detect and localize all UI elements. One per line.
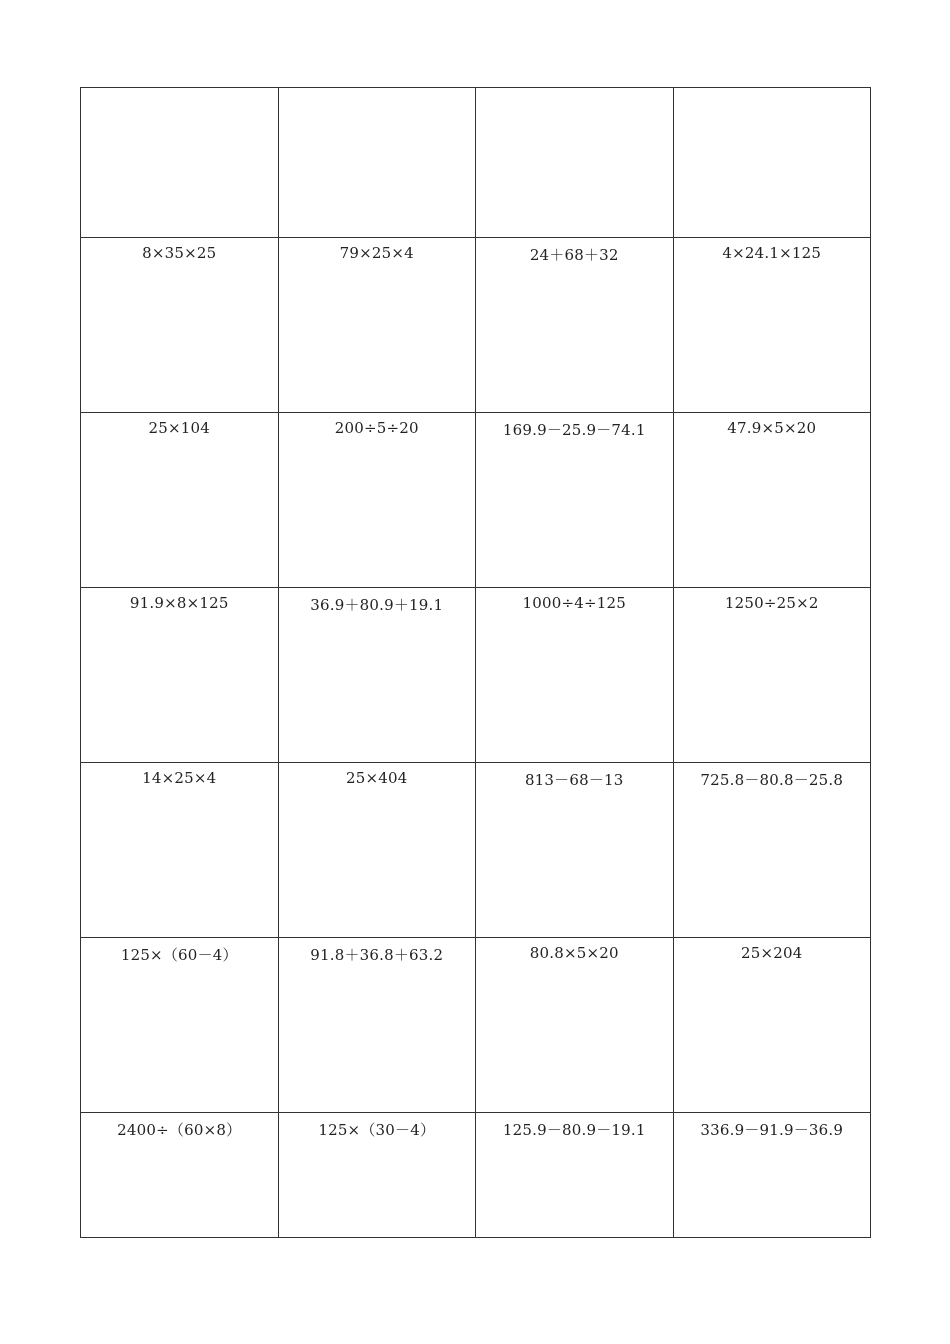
exercise-text: 2400÷（60×8） [117,1121,242,1139]
exercise-cell [81,1113,279,1238]
exercise-text [279,88,476,94]
exercise-text: 36.9＋80.9＋19.1 [310,596,444,614]
exercise-cell [476,88,674,238]
table-row [81,1113,871,1238]
exercise-text: 25×104 [148,419,210,437]
exercise-cell [476,413,674,588]
exercise-text [81,88,278,94]
exercise-cell [81,763,279,938]
exercise-text: 125×（60－4） [120,946,238,964]
exercise-cell [673,938,871,1113]
exercise-text: 14×25×4 [142,769,217,787]
exercise-text: 125.9－80.9－19.1 [502,1121,646,1139]
table-row [81,413,871,588]
exercise-cell [476,763,674,938]
exercise-text: 4×24.1×125 [722,244,822,262]
exercise-text [674,88,871,94]
exercise-cell [278,938,476,1113]
exercise-text: 25×204 [741,944,803,962]
exercise-cell [673,588,871,763]
exercise-cell [81,938,279,1113]
table-row [81,238,871,413]
exercise-text: 200÷5÷20 [334,419,419,437]
exercise-cell [278,1113,476,1238]
exercise-cell [81,238,279,413]
exercise-text: 80.8×5×20 [529,944,619,962]
exercise-text: 8×35×25 [142,244,217,262]
exercise-cell [278,238,476,413]
exercise-table [80,87,871,1238]
exercise-text: 25×404 [346,769,408,787]
exercise-cell [673,413,871,588]
table-row [81,588,871,763]
exercise-cell [476,238,674,413]
exercise-cell [673,763,871,938]
exercise-cell [278,763,476,938]
exercise-text: 336.9－91.9－36.9 [700,1121,844,1139]
exercise-cell [673,238,871,413]
exercise-text: 47.9×5×20 [727,419,817,437]
table-row [81,938,871,1113]
exercise-text: 125×（30－4） [318,1121,436,1139]
exercise-cell [476,938,674,1113]
exercise-text: 725.8－80.8－25.8 [700,771,844,789]
exercise-cell [673,88,871,238]
exercise-text: 1000÷4÷125 [522,594,626,612]
exercise-text: 24＋68＋32 [529,246,619,264]
exercise-text: 1250÷25×2 [724,594,819,612]
exercise-cell [476,588,674,763]
exercise-cell [278,413,476,588]
exercise-cell [476,1113,674,1238]
table-row [81,763,871,938]
exercise-cell [81,88,279,238]
exercise-text: 169.9－25.9－74.1 [502,421,646,439]
exercise-text [476,88,673,94]
exercise-cell [278,88,476,238]
exercise-text: 79×25×4 [339,244,414,262]
table-row [81,88,871,238]
exercise-cell [81,588,279,763]
exercise-cell [673,1113,871,1238]
exercise-cell [81,413,279,588]
exercise-cell [278,588,476,763]
exercise-text: 91.8＋36.8＋63.2 [310,946,444,964]
exercise-text: 813－68－13 [524,771,624,789]
exercise-text: 91.9×8×125 [129,594,229,612]
